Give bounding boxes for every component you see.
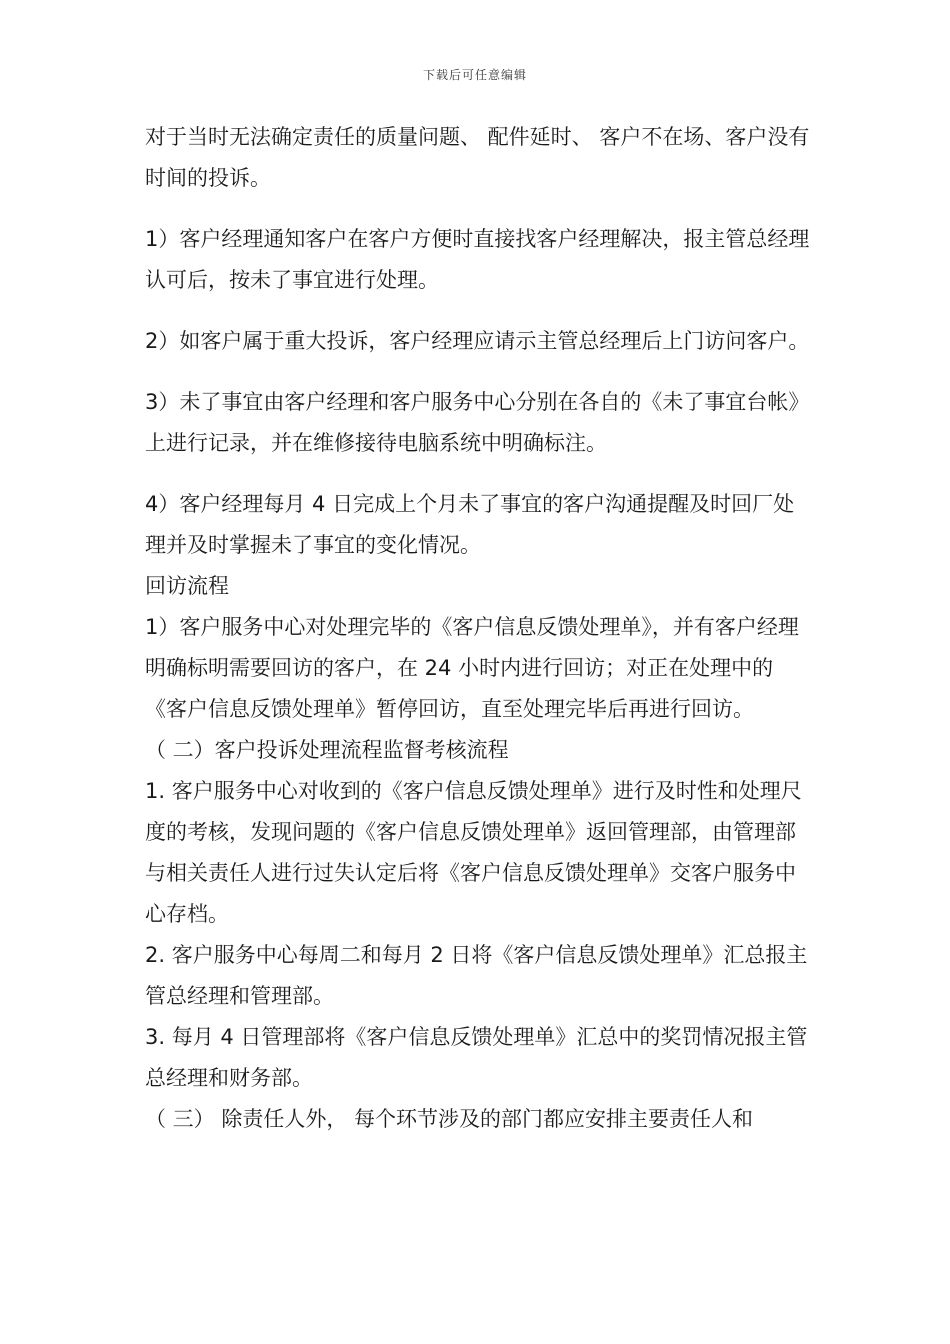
page-header: 下载后可任意编辑 — [422, 68, 527, 82]
section-heading-followup: 回访流程 — [145, 574, 229, 598]
paragraph-followup-1: 1）客户服务中心对处理完毕的《客户信息反馈处理单》，并有客户经理明确标明需要回访的客户，在 24 小时内进行回访；对正在处理中的《客户信息反馈处理单》暂停回访，直至处理完毕后再进行回访。 — [145, 615, 799, 721]
paragraph-supervision-2: 2. 客户服务中心每周二和每月 2 日将《客户信息反馈处理单》汇总报主管总经理和管理部。 — [145, 943, 808, 1008]
paragraph-item-3: 3）未了事宜由客户经理和客户服务中心分别在各自的《未了事宜台帐》上进行记录，并在维修接待电脑系统中明确标注。 — [145, 390, 810, 455]
paragraph-item-4: 4）客户经理每月 4 日完成上个月未了事宜的客户沟通提醒及时回厂处理并及时掌握未了事宜的变化情况。 — [145, 492, 795, 557]
paragraph-item-2: 2）如客户属于重大投诉，客户经理应请示主管总经理后上门访问客户。 — [145, 329, 810, 353]
section-heading-three: （ 三） 除责任人外， 每个环节涉及的部门都应安排主要责任人和 — [145, 1107, 754, 1131]
paragraph-item-1: 1）客户经理通知客户在客户方便时直接找客户经理解决，报主管总经理认可后，按未了事宜进行处理。 — [145, 227, 810, 292]
document-body — [145, 117, 810, 1140]
paragraph-supervision-3: 3. 每月 4 日管理部将《客户信息反馈处理单》汇总中的奖罚情况报主管总经理和财务部。 — [145, 1025, 808, 1090]
section-heading-supervision: （ 二）客户投诉处理流程监督考核流程 — [145, 738, 509, 762]
paragraph-supervision-1: 1. 客户服务中心对收到的《客户信息反馈处理单》进行及时性和处理尺度的考核，发现问题的《客户信息反馈处理单》返回管理部，由管理部与相关责任人进行过失认定后将《客户信息反馈处理单》交客户服务中心存档。 — [145, 779, 802, 926]
paragraph-intro: 对于当时无法确定责任的质量问题、 配件延时、 客户不在场、客户没有时间的投诉。 — [145, 125, 810, 190]
